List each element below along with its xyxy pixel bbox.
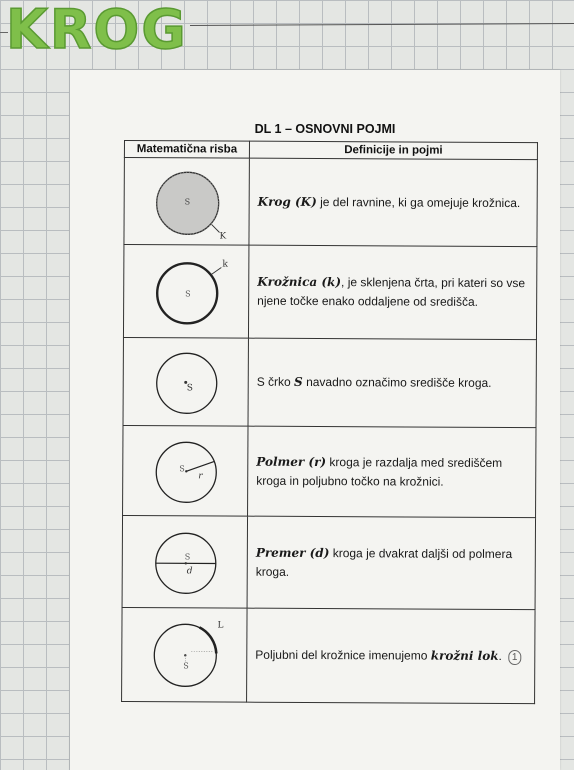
radius-label: r: [198, 471, 203, 481]
drawing-cell: [123, 337, 248, 426]
center-label: S: [185, 197, 191, 206]
column-header-drawing: Matematična risba: [124, 141, 249, 159]
radius-drawing: [130, 427, 240, 516]
drawing-cell: [123, 245, 248, 339]
circumference-label: k: [222, 260, 228, 270]
page-heading: KROG: [6, 0, 188, 60]
center-label: S: [187, 383, 193, 393]
circumference-drawing: [131, 246, 241, 337]
drawing-cell: [124, 158, 249, 246]
circle-disk-drawing: [131, 158, 241, 245]
center-label: S: [179, 464, 185, 473]
center-point-drawing: [131, 339, 241, 426]
definition-text: .: [499, 649, 502, 663]
handwritten-mark: 1: [508, 650, 522, 665]
heading-rule: [190, 23, 574, 26]
definition-cell: [248, 426, 536, 518]
term: Polmer (r): [256, 454, 326, 468]
definition-text: kroga je dvakrat daljši od polmera kroga.: [256, 546, 512, 579]
term: Premer (d): [256, 545, 330, 559]
definition-text: , je sklenjena črta, pri kateri so vse njene točke enako oddaljene od središča.: [257, 275, 525, 309]
arc-drawing: [129, 609, 239, 702]
diameter-drawing: [130, 517, 240, 608]
definition-text: je del ravnine, ki ga omejuje krožnica.: [317, 195, 521, 210]
term: S: [294, 375, 303, 389]
definition-text: kroga je razdalja med središčem kroga in poljubno točko na krožnici.: [256, 455, 502, 489]
center-label: S: [185, 552, 191, 561]
circle-label: K: [219, 232, 226, 242]
definition-prefix: S črko: [257, 375, 294, 389]
definition-cell: [247, 516, 535, 610]
drawing-cell: [123, 425, 248, 516]
center-label: S: [185, 289, 191, 298]
drawing-cell: [122, 515, 247, 608]
column-header-definitions: Definicije in pojmi: [249, 141, 537, 160]
arc-label: L: [217, 620, 223, 630]
term: Krog (K): [258, 194, 317, 208]
drawing-cell: [122, 607, 247, 702]
definition-prefix: Poljubni del krožnice imenujemo: [255, 648, 431, 663]
definition-cell: [248, 245, 536, 340]
diameter-label: d: [187, 566, 193, 576]
center-label: S: [183, 661, 189, 670]
definition-text: navadno označimo središče kroga.: [303, 375, 492, 390]
definitions-table: [121, 140, 538, 704]
definition-cell: [249, 158, 537, 247]
definition-cell: [248, 338, 536, 428]
definition-cell: [247, 608, 535, 704]
term: Krožnica (k): [257, 275, 341, 289]
worksheet-title: DL 1 – OSNOVNI POJMI: [125, 122, 525, 136]
term: krožni lok: [431, 649, 499, 663]
